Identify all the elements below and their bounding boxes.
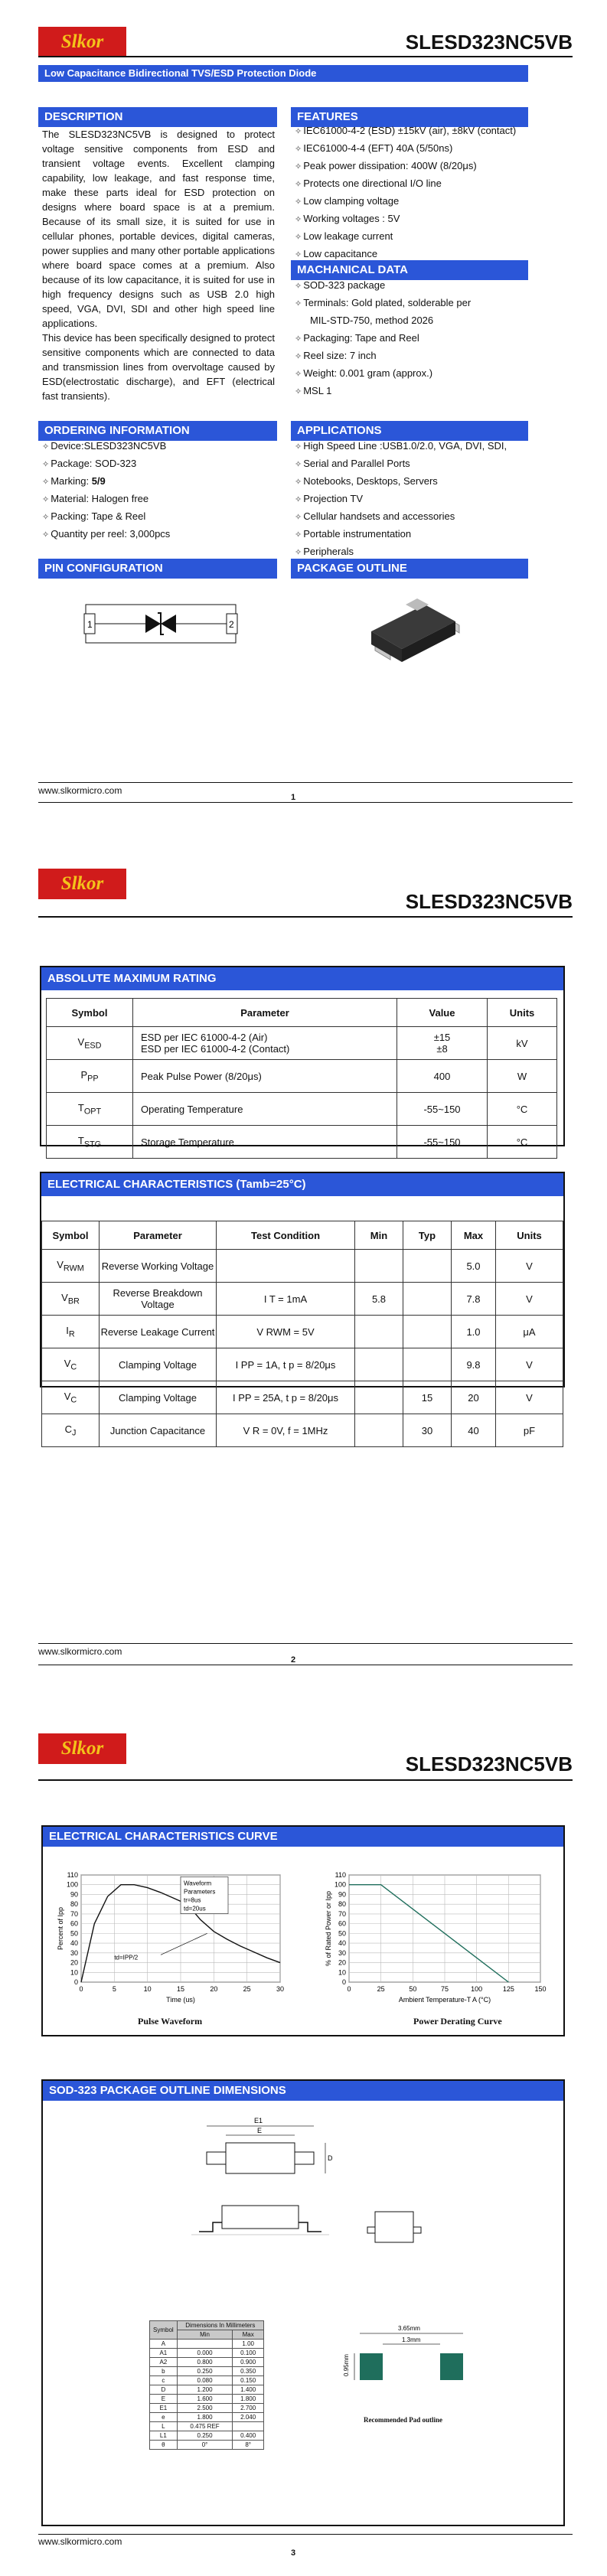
- y-tick-label: 40: [70, 1939, 78, 1948]
- dim-table-cell: 2.700: [233, 2404, 264, 2413]
- symbol-cell: $V_C$: [42, 1348, 100, 1381]
- condition-cell: V RWM = 5V: [217, 1316, 355, 1348]
- dim-table-cell: 1.400: [233, 2385, 264, 2395]
- dim-table-cell: E1: [150, 2404, 178, 2413]
- dim-table-header: Symbol: [150, 2321, 178, 2340]
- description-paragraph-1: The SLESD323NC5VB is designed to protect voltage sensitive components from ESD and transient voltage events. Excellent clamping capability, low leakage, and fast response time, make these parts ideal for ESD protection on designs where board space is at a premium. Because of its small size, it is suited for use in cellular phones, portable devices, digital cameras, power supplies and many other portable applications where board space comes at a premium. Also because of its low capacitance, it is suited for use in high frequency designs such as USB 2.0 high speed, VGA, DVI, SDI and other high speed line applications.: [42, 129, 275, 329]
- column-header: Units: [488, 999, 557, 1027]
- parameter-cell: Reverse Breakdown Voltage: [100, 1283, 217, 1316]
- description-header: DESCRIPTION: [38, 107, 277, 127]
- y-tick-label: 80: [70, 1900, 78, 1909]
- x-tick-label: 0: [347, 1985, 351, 1993]
- dim-table-cell: 0.100: [233, 2349, 264, 2358]
- package-outline-header: PACKAGE OUTLINE: [291, 559, 528, 579]
- typ-cell: [403, 1283, 452, 1316]
- description-paragraph-2: This device has been specifically designed to protect sensitive components which are connected to data and transmission lines from overvoltage caused by ESD(electrostatic discharge), and EFT (electrical fast transients).: [42, 332, 275, 402]
- symbol-cell: $V_C$: [42, 1381, 100, 1414]
- symbol-cell: $C_J$: [42, 1414, 100, 1447]
- condition-cell: I PP = 1A, t p = 8/20μs: [217, 1348, 355, 1381]
- pulse-waveform-chart: [54, 1867, 291, 2009]
- dim-table-cell: 0.150: [233, 2376, 264, 2385]
- y-tick-label: 60: [70, 1919, 78, 1928]
- page-1: [0, 0, 607, 861]
- part-number-title: SLESD323NC5VB: [405, 890, 573, 913]
- page-3: [0, 1722, 607, 2576]
- pad-right: [440, 2353, 463, 2380]
- diode-symbol-left: [145, 615, 161, 633]
- y-tick-label: 80: [338, 1900, 346, 1909]
- max-cell: 1.0: [452, 1316, 496, 1348]
- typ-cell: [403, 1316, 452, 1348]
- min-cell: [355, 1381, 403, 1414]
- y-tick-label: 30: [70, 1948, 78, 1957]
- dim-table-row: [150, 2431, 264, 2441]
- column-header: Max: [452, 1221, 496, 1250]
- column-header: Parameter: [133, 999, 397, 1027]
- ordering-list: [42, 438, 275, 543]
- application-item: ✧ Cellular handsets and accessories: [295, 508, 528, 526]
- dim-table-cell: 0.400: [233, 2431, 264, 2441]
- column-header: Value: [397, 999, 488, 1027]
- footer-rule: [38, 2534, 573, 2535]
- pin-2-label: 2: [229, 619, 234, 630]
- x-axis-label: Time (us): [166, 1996, 195, 2004]
- x-tick-label: 30: [276, 1985, 285, 1993]
- table-row: [42, 1414, 563, 1447]
- symbol-cell: $V_{RWM}$: [42, 1250, 100, 1283]
- condition-cell: I T = 1mA: [217, 1283, 355, 1316]
- dim-table-cell: 0.000: [177, 2349, 233, 2358]
- table-row: [42, 1283, 563, 1316]
- header-rule: [38, 1779, 573, 1781]
- parameter-cell: Storage Temperature: [133, 1126, 397, 1159]
- table-row: [47, 1126, 557, 1159]
- column-header: Symbol: [42, 1221, 100, 1250]
- dim-table-cell: L: [150, 2422, 178, 2431]
- side-view-drawing: [191, 2196, 329, 2250]
- application-item: ✧ High Speed Line :USB1.0/2.0, VGA, DVI, SDI,: [295, 438, 528, 455]
- max-cell: 40: [452, 1414, 496, 1447]
- dim-table-cell: e: [150, 2413, 178, 2422]
- table-header-row: [47, 999, 557, 1027]
- symbol-cell: $T_{OPT}$: [47, 1093, 133, 1126]
- feature-item: ✧ Protects one directional I/O line: [295, 175, 528, 193]
- curves-header: ELECTRICAL CHARACTERISTICS CURVE: [43, 1827, 563, 1847]
- dim-table-row: [150, 2413, 264, 2422]
- unit-cell: pF: [496, 1414, 563, 1447]
- column-header: Min: [355, 1221, 403, 1250]
- dim-table-cell: 1.00: [233, 2340, 264, 2349]
- x-tick-label: 0: [79, 1985, 83, 1993]
- applications-list: [295, 438, 528, 561]
- mechanical-item: ✧ SOD-323 package: [295, 277, 528, 295]
- pin-1-label: 1: [87, 619, 93, 630]
- dim-table-cell: 0.475 REF: [177, 2422, 233, 2431]
- x-tick-label: 25: [377, 1985, 385, 1993]
- column-header: Typ: [403, 1221, 452, 1250]
- page-number: 1: [291, 793, 296, 802]
- y-tick-label: 110: [335, 1871, 346, 1879]
- value-cell: -55~150: [397, 1126, 488, 1159]
- y-tick-label: 20: [338, 1958, 346, 1967]
- dim-table-row: [150, 2358, 264, 2367]
- feature-item: ✧ Low clamping voltage: [295, 193, 528, 210]
- dim-table-header: Dimensions In Millimeters: [177, 2321, 263, 2330]
- min-cell: [355, 1316, 403, 1348]
- dim-table-row: [150, 2385, 264, 2395]
- unit-cell: V: [496, 1381, 563, 1414]
- annotation-label: td=IPP/2: [114, 1954, 139, 1961]
- dim-table-cell: A: [150, 2340, 178, 2349]
- min-cell: [355, 1414, 403, 1447]
- dim-table-cell: 0.800: [177, 2358, 233, 2367]
- dim-table-row: [150, 2367, 264, 2376]
- dim-table-cell: b: [150, 2367, 178, 2376]
- application-item: ✧ Serial and Parallel Ports: [295, 455, 528, 473]
- features-list: [295, 122, 528, 263]
- svg-text:E1: E1: [254, 2117, 263, 2124]
- value-cell: -55~150: [397, 1093, 488, 1126]
- parameter-cell: ESD per IEC 61000-4-2 (Air) ESD per IEC 61000-4-2 (Contact): [133, 1027, 397, 1060]
- subtitle-bar: Low Capacitance Bidirectional TVS/ESD Protection Diode: [38, 65, 528, 82]
- svg-text:1.3mm: 1.3mm: [402, 2336, 421, 2343]
- feature-item: ✧ IEC61000-4-4 (EFT) 40A (5/50ns): [295, 140, 528, 158]
- y-tick-label: 40: [338, 1939, 346, 1948]
- y-tick-label: 70: [70, 1909, 78, 1918]
- ordering-device: ✧ Device:SLESD323NC5VB: [42, 438, 275, 455]
- x-tick-label: 25: [243, 1985, 251, 1993]
- application-item: ✧ Portable instrumentation: [295, 526, 528, 543]
- dim-table-row: [150, 2349, 264, 2358]
- x-tick-label: 20: [210, 1985, 218, 1993]
- max-cell: 20: [452, 1381, 496, 1414]
- mechanical-header: MACHANICAL DATA: [291, 260, 528, 280]
- dim-table-row: [150, 2422, 264, 2431]
- unit-cell: μA: [496, 1316, 563, 1348]
- dim-table-cell: 0.350: [233, 2367, 264, 2376]
- y-tick-label: 0: [341, 1978, 346, 1986]
- top-view-drawing: [184, 2112, 337, 2189]
- dim-table-cell: 0.250: [177, 2367, 233, 2376]
- part-number-title: SLESD323NC5VB: [405, 31, 573, 54]
- y-tick-label: 110: [67, 1871, 78, 1879]
- unit-cell: °C: [488, 1126, 557, 1159]
- x-axis-label: Ambient Temperature-T A (°C): [398, 1996, 491, 2004]
- svg-text:0.95mm: 0.95mm: [343, 2354, 350, 2376]
- x-tick-label: 50: [409, 1985, 417, 1993]
- unit-cell: kV: [488, 1027, 557, 1060]
- y-tick-label: 100: [66, 1880, 78, 1889]
- dim-table-row: [150, 2404, 264, 2413]
- recommended-pad-drawing: [343, 2323, 478, 2415]
- ordering-material: ✧ Material: Halogen free: [42, 491, 275, 508]
- table-row: [42, 1348, 563, 1381]
- feature-item: ✧ Working voltages : 5V: [295, 210, 528, 228]
- table-row: [47, 1027, 557, 1060]
- footer-url: www.slkormicro.com: [38, 2536, 122, 2547]
- ordering-package: ✧ Package: SOD-323: [42, 455, 275, 473]
- footer-rule: [38, 782, 573, 783]
- legend-entry: Waveform: [184, 1880, 212, 1887]
- dim-table-cell: E: [150, 2395, 178, 2404]
- feature-item: ✧ IEC61000-4-2 (ESD) ±15kV (air), ±8kV (contact): [295, 122, 528, 140]
- y-tick-label: 30: [338, 1948, 346, 1957]
- min-cell: [355, 1348, 403, 1381]
- svg-text:D: D: [328, 2154, 333, 2162]
- y-tick-label: 10: [70, 1968, 78, 1977]
- dimensions-table: [149, 2320, 264, 2450]
- mechanical-item-continuation: MIL-STD-750, method 2026: [310, 315, 434, 326]
- parameter-cell: Clamping Voltage: [100, 1348, 217, 1381]
- dim-table-cell: 0.080: [177, 2376, 233, 2385]
- elec-header: ELECTRICAL CHARACTERISTICS (Tamb=25°C): [41, 1173, 563, 1196]
- x-tick-label: 100: [471, 1985, 483, 1993]
- parameter-cell: Reverse Leakage Current: [100, 1316, 217, 1348]
- min-cell: [355, 1250, 403, 1283]
- dim-table-cell: 2.040: [233, 2413, 264, 2422]
- symbol-cell: $V_{BR}$: [42, 1283, 100, 1316]
- max-cell: 5.0: [452, 1250, 496, 1283]
- dim-table-cell: c: [150, 2376, 178, 2385]
- unit-cell: V: [496, 1348, 563, 1381]
- symbol-cell: $I_R$: [42, 1316, 100, 1348]
- header-rule: [38, 56, 573, 57]
- dim-table-cell: 1.600: [177, 2395, 233, 2404]
- mechanical-list: [295, 277, 528, 400]
- pin-config-diagram: [84, 589, 237, 651]
- dim-table-cell: 1.800: [233, 2395, 264, 2404]
- column-header: Units: [496, 1221, 563, 1250]
- max-cell: 7.8: [452, 1283, 496, 1316]
- application-item: ✧ Peripherals: [295, 543, 528, 561]
- part-number-title: SLESD323NC5VB: [405, 1753, 573, 1775]
- slkor-logo: Slkor: [38, 869, 126, 899]
- feature-item: ✧ Peak power dissipation: 400W (8/20μs): [295, 158, 528, 175]
- parameter-cell: Junction Capacitance: [100, 1414, 217, 1447]
- page-number: 2: [291, 1655, 296, 1665]
- applications-header: APPLICATIONS: [291, 421, 528, 441]
- symbol-cell: $T_{STG}$: [47, 1126, 133, 1159]
- pad-left: [360, 2353, 383, 2380]
- outline-header: SOD-323 PACKAGE OUTLINE DIMENSIONS: [43, 2081, 563, 2101]
- typ-cell: [403, 1348, 452, 1381]
- mechanical-item: ✧ Terminals: Gold plated, solderable per: [295, 295, 528, 312]
- y-tick-label: 70: [338, 1909, 346, 1918]
- y-axis-label: % of Rated Power or Ipp: [325, 1890, 332, 1967]
- dim-table-cell: D: [150, 2385, 178, 2395]
- symbol-cell: $V_{ESD}$: [47, 1027, 133, 1060]
- dim-table-cell: 0°: [177, 2441, 233, 2450]
- dim-table-row: [150, 2441, 264, 2450]
- diode-symbol-right: [161, 615, 176, 633]
- y-tick-label: 10: [338, 1968, 346, 1977]
- dim-table-row: [150, 2395, 264, 2404]
- application-item: ✧ Notebooks, Desktops, Servers: [295, 473, 528, 491]
- max-cell: 9.8: [452, 1348, 496, 1381]
- mechanical-item: ✧ Packaging: Tape and Reel: [295, 330, 528, 347]
- elec-table: [41, 1221, 563, 1447]
- svg-text:3.65mm: 3.65mm: [398, 2325, 420, 2332]
- x-tick-label: 150: [534, 1985, 547, 1993]
- y-tick-label: 50: [70, 1929, 78, 1938]
- y-tick-label: 0: [73, 1978, 78, 1986]
- application-item: ✧ Projection TV: [295, 491, 528, 508]
- mechanical-item: ✧ MSL 1: [295, 383, 528, 400]
- footer-url: www.slkormicro.com: [38, 1646, 122, 1657]
- dim-table-row: [150, 2376, 264, 2385]
- legend-entry: tr=8us: [184, 1896, 201, 1904]
- pulse-waveform-caption: Pulse Waveform: [138, 2016, 203, 2027]
- abs-max-table: [46, 998, 557, 1159]
- typ-cell: 30: [403, 1414, 452, 1447]
- dim-table-cell: 0.250: [177, 2431, 233, 2441]
- table-row: [47, 1093, 557, 1126]
- typ-cell: [403, 1250, 452, 1283]
- y-tick-label: 90: [338, 1890, 346, 1899]
- unit-cell: W: [488, 1060, 557, 1093]
- end-view-drawing: [360, 2204, 429, 2258]
- power-derating-caption: Power Derating Curve: [413, 2016, 502, 2027]
- parameter-cell: Operating Temperature: [133, 1093, 397, 1126]
- table-row: [42, 1381, 563, 1414]
- condition-cell: I PP = 25A, t p = 8/20μs: [217, 1381, 355, 1414]
- dim-table-row: [150, 2340, 264, 2349]
- dim-table-cell: 1.800: [177, 2413, 233, 2422]
- slkor-logo: Slkor: [38, 27, 126, 57]
- marking-value: 5/9: [91, 475, 106, 487]
- unit-cell: V: [496, 1250, 563, 1283]
- page-2: [0, 861, 607, 1722]
- ordering-header: ORDERING INFORMATION: [38, 421, 277, 441]
- pin-config-header: PIN CONFIGURATION: [38, 559, 277, 579]
- condition-cell: [217, 1250, 355, 1283]
- page-number: 3: [291, 2548, 296, 2558]
- value-cell: 400: [397, 1060, 488, 1093]
- svg-text:E: E: [257, 2127, 263, 2134]
- legend-entry: Parameters: [184, 1888, 216, 1896]
- dim-table-cell: 1.200: [177, 2385, 233, 2395]
- abs-max-header: ABSOLUTE MAXIMUM RATING: [41, 967, 563, 990]
- dim-table-header: Max: [233, 2330, 264, 2340]
- dim-table-cell: [177, 2340, 233, 2349]
- legend-entry: td=20us: [184, 1905, 206, 1912]
- feature-item: ✧ Low leakage current: [295, 228, 528, 246]
- table-header-row: [42, 1221, 563, 1250]
- ordering-marking: ✧ Marking: 5/9: [42, 473, 275, 491]
- dim-table-cell: A1: [150, 2349, 178, 2358]
- package-3d-image: [360, 589, 475, 673]
- table-row: [42, 1316, 563, 1348]
- column-header: Symbol: [47, 999, 133, 1027]
- min-cell: 5.8: [355, 1283, 403, 1316]
- table-row: [42, 1250, 563, 1283]
- x-tick-label: 5: [112, 1985, 116, 1993]
- dim-table-cell: L1: [150, 2431, 178, 2441]
- page-separator: [38, 802, 573, 803]
- symbol-cell: $P_{PP}$: [47, 1060, 133, 1093]
- parameter-cell: Clamping Voltage: [100, 1381, 217, 1414]
- ordering-packing: ✧ Packing: Tape & Reel: [42, 508, 275, 526]
- unit-cell: V: [496, 1283, 563, 1316]
- value-cell: ±15 ±8: [397, 1027, 488, 1060]
- dim-table-cell: θ: [150, 2441, 178, 2450]
- unit-cell: °C: [488, 1093, 557, 1126]
- condition-cell: V R = 0V, f = 1MHz: [217, 1414, 355, 1447]
- mechanical-item: ✧ Reel size: 7 inch: [295, 347, 528, 365]
- x-tick-label: 10: [143, 1985, 152, 1993]
- x-tick-label: 75: [440, 1985, 449, 1993]
- pad-outline-caption: Recommended Pad outline: [364, 2416, 442, 2424]
- dim-table-cell: 8°: [233, 2441, 264, 2450]
- footer-url: www.slkormicro.com: [38, 785, 122, 796]
- description-text: [42, 127, 275, 403]
- y-tick-label: 90: [70, 1890, 78, 1899]
- parameter-cell: Reverse Working Voltage: [100, 1250, 217, 1283]
- y-tick-label: 60: [338, 1919, 346, 1928]
- dim-table-header: Min: [177, 2330, 233, 2340]
- dim-table-cell: 0.900: [233, 2358, 264, 2367]
- y-tick-label: 100: [334, 1880, 346, 1889]
- feature-item: ✧ Low capacitance: [295, 246, 528, 263]
- dim-table-cell: A2: [150, 2358, 178, 2367]
- power-derating-chart: [321, 1867, 551, 2009]
- features-header: FEATURES: [291, 107, 528, 127]
- y-tick-label: 50: [338, 1929, 346, 1938]
- column-header: Test Condition: [217, 1221, 355, 1250]
- y-axis-label: Percent of Ipp: [57, 1906, 64, 1951]
- typ-cell: 15: [403, 1381, 452, 1414]
- ordering-quantity: ✧ Quantity per reel: 3,000pcs: [42, 526, 275, 543]
- header-rule: [38, 916, 573, 918]
- table-row: [47, 1060, 557, 1093]
- footer-rule: [38, 1643, 573, 1644]
- y-tick-label: 20: [70, 1958, 78, 1967]
- column-header: Parameter: [100, 1221, 217, 1250]
- dim-table-cell: 2.500: [177, 2404, 233, 2413]
- mechanical-item: ✧ Weight: 0.001 gram (approx.): [295, 365, 528, 383]
- slkor-logo: Slkor: [38, 1733, 126, 1764]
- x-tick-label: 15: [176, 1985, 185, 1993]
- dim-table-cell: [233, 2422, 264, 2431]
- parameter-cell: Peak Pulse Power (8/20μs): [133, 1060, 397, 1093]
- x-tick-label: 125: [502, 1985, 514, 1993]
